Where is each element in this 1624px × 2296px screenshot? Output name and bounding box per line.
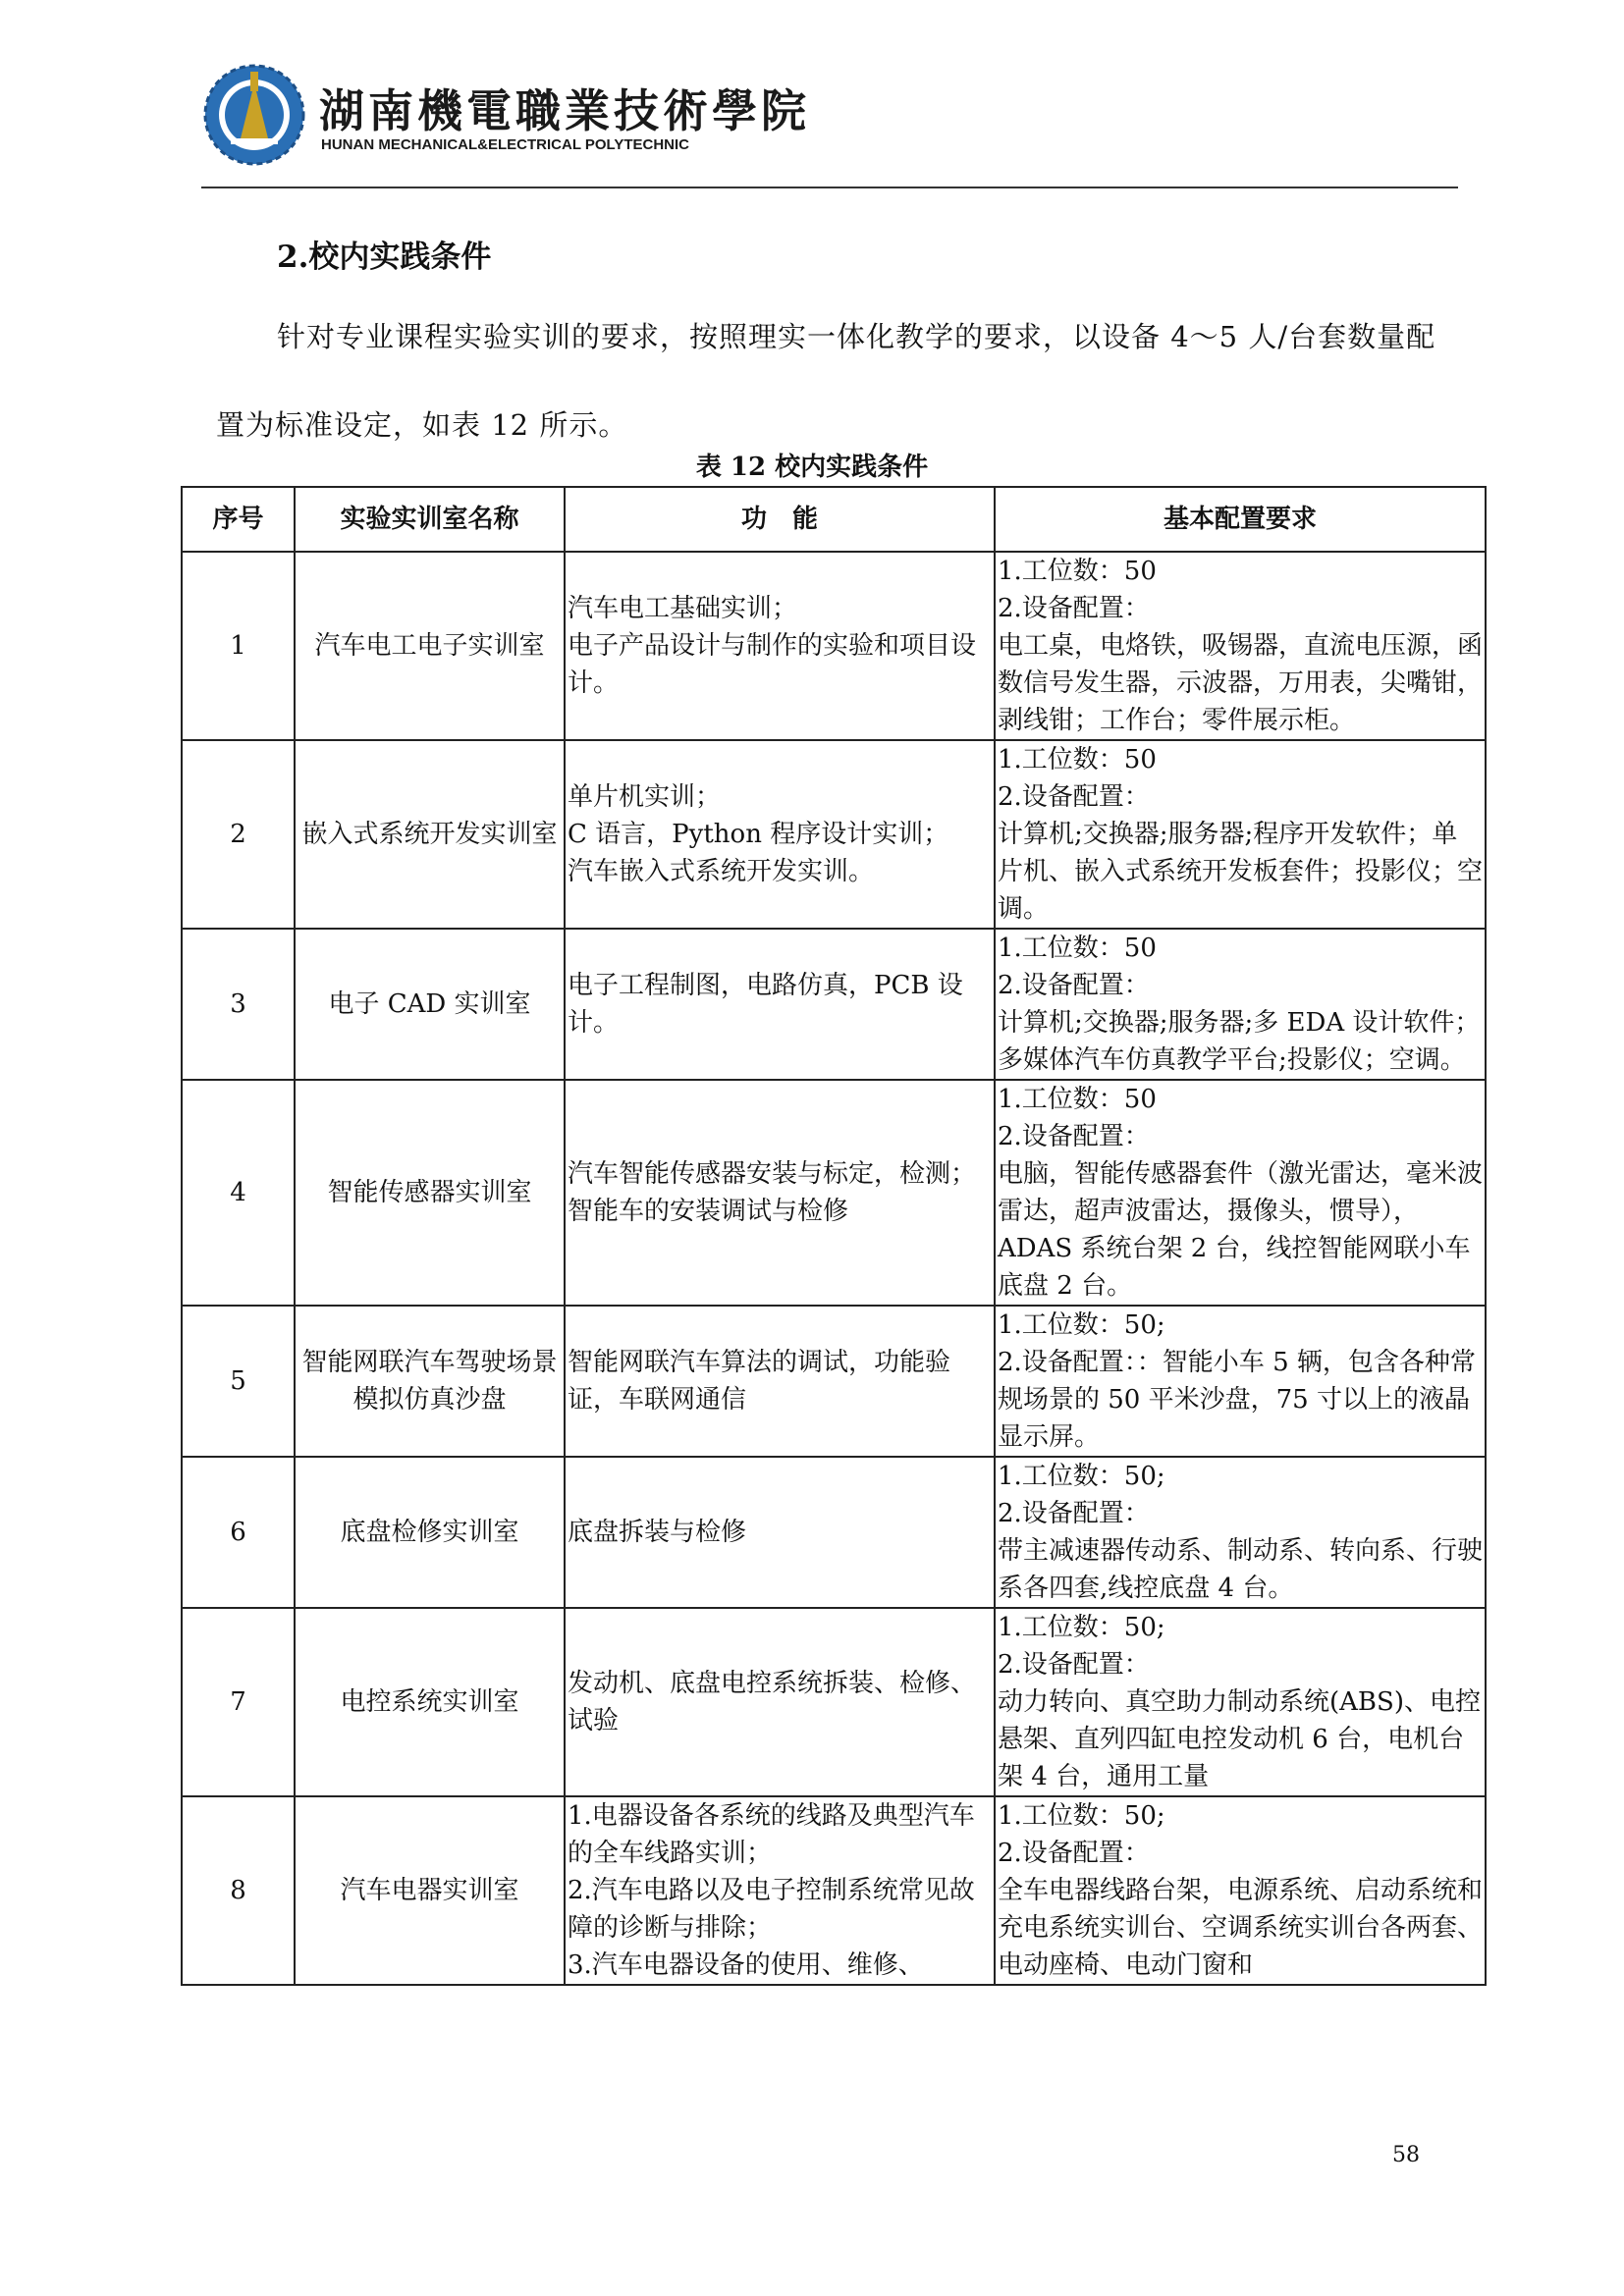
row-number: 3 [182,929,295,1080]
table-row [182,740,1486,929]
room-name: 嵌入式系统开发实训室 [295,740,565,929]
requirement-line: 计算机;交换器;服务器;程序开发软件；单片机、嵌入式系统开发板套件；投影仪；空调。 [998,820,1484,924]
room-function [565,552,995,740]
requirement-line: 1.工位数：50 [998,1085,1157,1114]
table-row [182,552,1486,740]
requirement-line: 1.工位数：50; [998,1801,1165,1831]
section-title: 2.校内实践条件 [277,240,492,275]
row-number: 7 [182,1608,295,1796]
function-line: 电子产品设计与制作的实验和项目设计。 [568,631,977,698]
requirement-line: 计算机;交换器;服务器;多 EDA 设计软件；多媒体汽车仿真教学平台;投影仪；空调。 [998,1008,1481,1075]
requirement-line: 电脑，智能传感器套件（激光雷达，毫米波雷达，超声波雷达，摄像头，惯导）， [998,1159,1484,1226]
room-requirements [995,929,1486,1080]
requirement-line: 1.工位数：50 [998,745,1157,774]
header-requirements: 基本配置要求 [995,487,1486,552]
practice-conditions-table [181,486,1487,1986]
row-number: 8 [182,1796,295,1985]
requirement-line: 2.设备配置： [998,1650,1150,1680]
page-number: 58 [1392,2143,1420,2167]
school-name-cn: 湖南機電職業技術學院 [319,84,810,137]
requirement-line: 2.设备配置： [998,1839,1150,1868]
table-row [182,1306,1486,1457]
function-line: 2.汽车电路以及电子控制系统常见故障的诊断与排除； [568,1876,975,1943]
room-name: 电子 CAD 实训室 [295,929,565,1080]
table-row [182,1796,1486,1985]
header-no: 序号 [182,487,295,552]
function-line: 智能网联汽车算法的调试，功能验证，车联网通信 [568,1348,951,1415]
requirement-line: 1.工位数：50; [998,1613,1165,1642]
room-requirements [995,1608,1486,1796]
function-line: 3.汽车电器设备的使用、维修、 [568,1950,924,1980]
table-row [182,1457,1486,1608]
room-name: 电控系统实训室 [295,1608,565,1796]
requirement-line: 2.设备配置： [998,594,1150,623]
room-function [565,740,995,929]
function-line: 汽车智能传感器安装与标定，检测； [568,1159,977,1189]
requirement-line: 动力转向、真空助力制动系统(ABS)、电控悬架、直列四缸电控发动机 6 台，电机台架 4 台，通用工量 [998,1687,1481,1791]
row-number: 2 [182,740,295,929]
function-line: 汽车电工基础实训； [568,594,798,623]
table-row [182,1608,1486,1796]
table-row [182,929,1486,1080]
requirement-line: 带主减速器传动系、制动系、转向系、行驶系各四套,线控底盘 4 台。 [998,1536,1484,1603]
room-name: 智能传感器实训室 [295,1080,565,1306]
requirement-line: 1.工位数：50; [998,1310,1165,1340]
requirement-line: 电工桌，电烙铁，吸锡器，直流电压源，函数信号发生器，示波器，万用表，尖嘴钳，剥线钳；工作台；零件展示柜。 [998,631,1484,735]
row-number: 5 [182,1306,295,1457]
requirement-line: 2.设备配置： [998,1499,1150,1528]
room-name: 汽车电工电子实训室 [295,552,565,740]
requirement-line: 全车电器线路台架，电源系统、启动系统和充电系统实训台、空调系统实训台各两套、电动座椅、电动门窗和 [998,1876,1484,1980]
table-row [182,1080,1486,1306]
header-divider [201,187,1458,188]
table-header-row [182,487,1486,552]
room-function [565,1306,995,1457]
section-paragraph: 针对专业课程实验实训的要求，按照理实一体化教学的要求，以设备 4～5 人/台套数量配置为标准设定，如表 12 所示。 [216,320,1436,442]
requirement-line: 2.设备配置： [998,1122,1150,1151]
row-number: 6 [182,1457,295,1608]
requirement-line: 2.设备配置：：智能小车 5 辆，包含各种常规场景的 50 平米沙盘，75 寸以上的液晶显示屏。 [998,1348,1476,1452]
room-function [565,1608,995,1796]
requirement-line: 1.工位数：50 [998,557,1157,586]
room-function [565,1796,995,1985]
requirement-line: 2.设备配置： [998,782,1150,812]
function-line: C 语言，Python 程序设计实训； [568,820,949,849]
header-function: 功 能 [565,487,995,552]
requirement-line: ADAS 系统台架 2 台，线控智能网联小车底盘 2 台。 [998,1234,1471,1301]
room-requirements [995,1796,1486,1985]
function-line: 底盘拆装与检修 [568,1518,747,1547]
function-line: 发动机、底盘电控系统拆装、检修、试验 [568,1669,977,1735]
function-line: 1.电器设备各系统的线路及典型汽车的全车线路实训； [568,1801,975,1868]
header-room: 实验实训室名称 [295,487,565,552]
room-requirements [995,740,1486,929]
room-function [565,929,995,1080]
function-line: 汽车嵌入式系统开发实训。 [568,857,875,886]
function-line: 单片机实训； [568,782,722,812]
room-function [565,1457,995,1608]
room-requirements [995,1080,1486,1306]
requirement-line: 2.设备配置： [998,971,1150,1000]
school-logo-icon [201,62,307,168]
room-requirements [995,1457,1486,1608]
room-name: 底盘检修实训室 [295,1457,565,1608]
room-name: 汽车电器实训室 [295,1796,565,1985]
page-header [201,54,1458,172]
room-requirements [995,1306,1486,1457]
function-line: 智能车的安装调试与检修 [568,1197,849,1226]
requirement-line: 1.工位数：50 [998,934,1157,963]
function-line: 电子工程制图，电路仿真，PCB 设计。 [568,971,963,1038]
room-function [565,1080,995,1306]
school-name-en: HUNAN MECHANICAL&ELECTRICAL POLYTECHNIC [321,136,690,153]
table-caption: 表 12 校内实践条件 [695,453,929,482]
row-number: 1 [182,552,295,740]
requirement-line: 1.工位数：50; [998,1462,1165,1491]
row-number: 4 [182,1080,295,1306]
room-requirements [995,552,1486,740]
room-name: 智能网联汽车驾驶场景模拟仿真沙盘 [295,1306,565,1457]
